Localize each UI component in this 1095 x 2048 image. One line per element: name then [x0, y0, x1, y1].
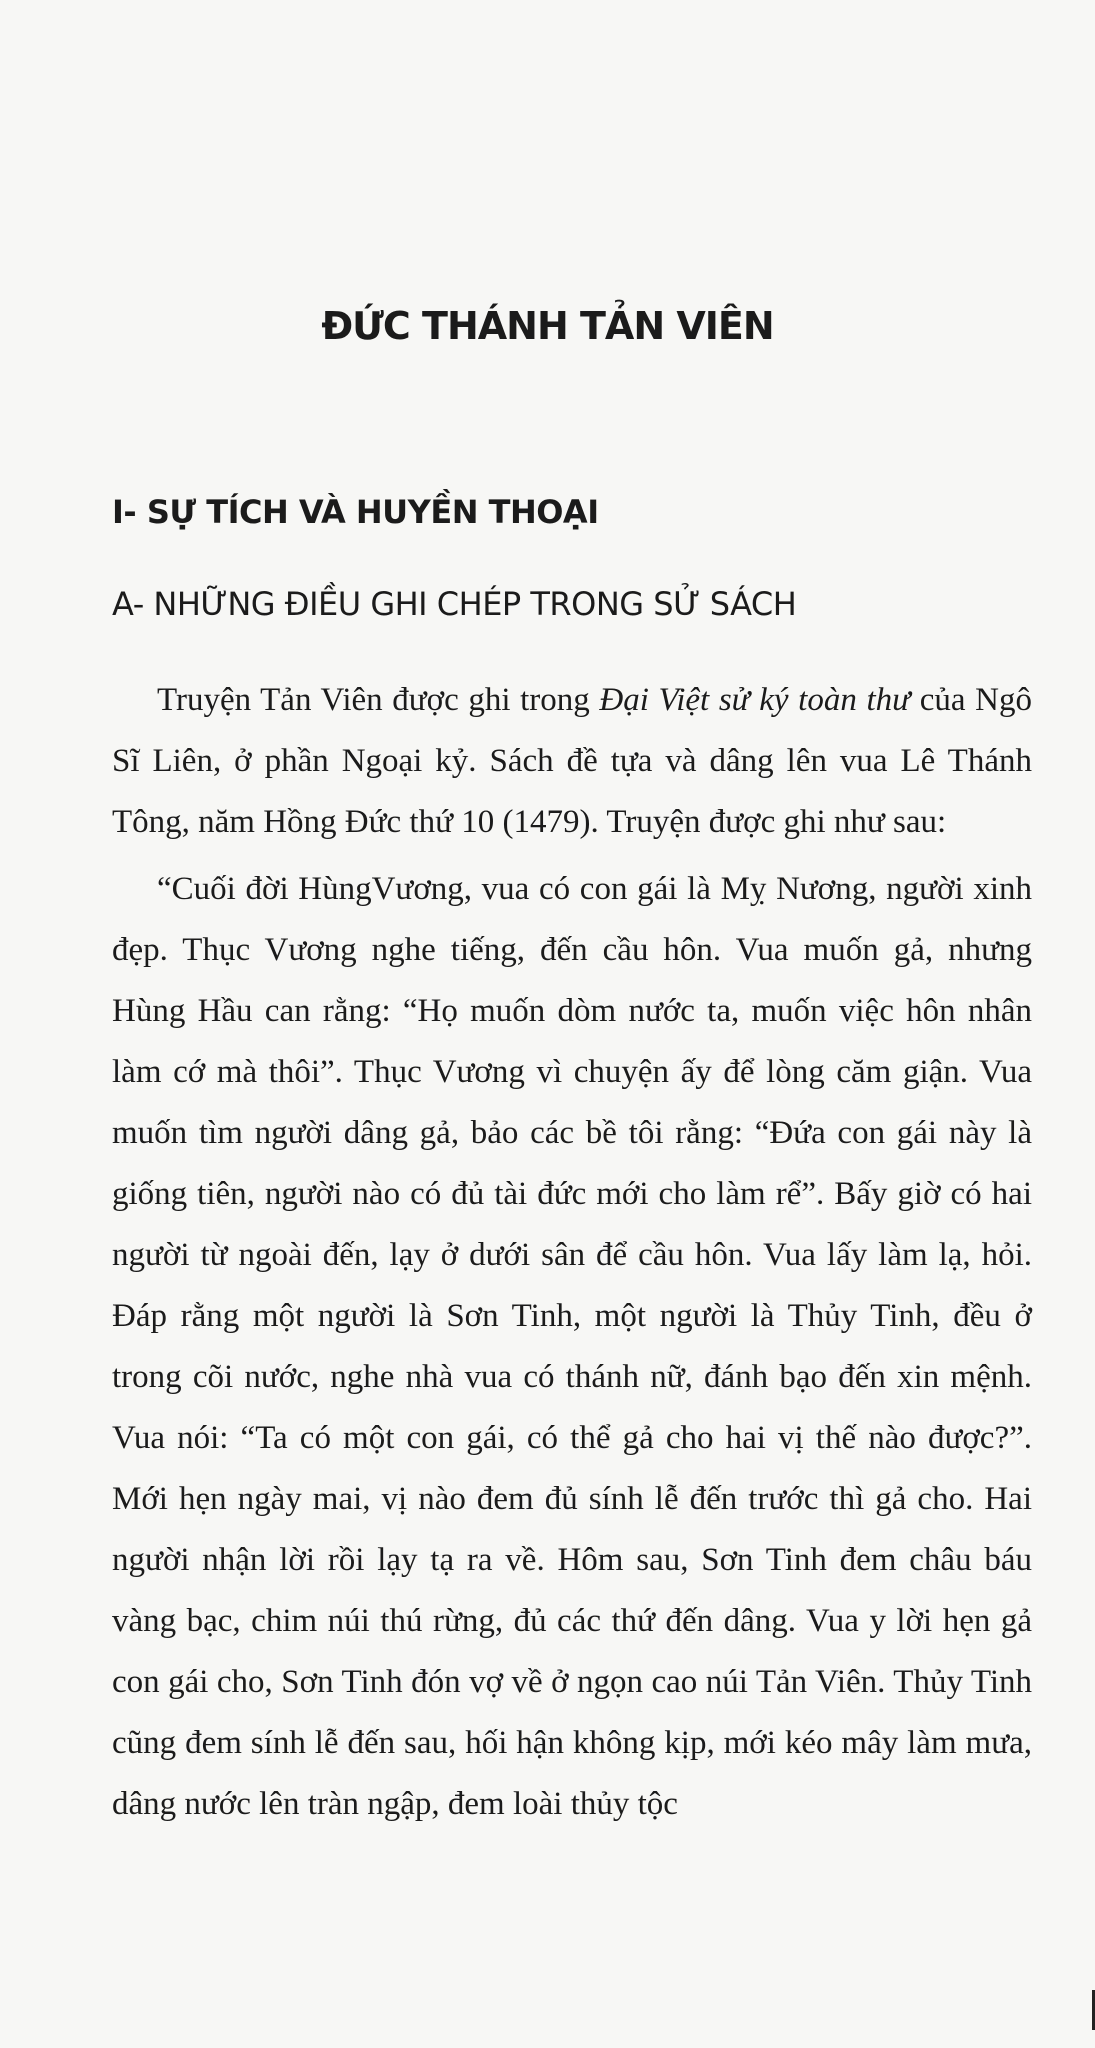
chapter-title: ĐỨC THÁNH TẢN VIÊN	[321, 304, 774, 348]
paragraph-1-text-start: Truyện Tản Viên được ghi trong	[157, 682, 600, 718]
paragraph-2: “Cuối đời HùngVương, vua có con gái là Mỵ Nương, người xinh đẹp. Thục Vương nghe tiếng, đến cầu hôn. Vua muốn gả, nhưng Hùng Hầu can rằng: “Họ muốn dòm nước ta, muốn việc hôn nhân làm cớ mà thôi”. Thục Vương vì chuyện ấy để lòng căm giận. Vua muốn tìm người dâng gả, bảo các bề tôi rằng: “Đứa con gái này là giống tiên, người nào có đủ tài đức mới cho làm rể”. Bấy giờ có hai người từ ngoài đến, lạy ở dưới sân để cầu hôn. Vua lấy làm lạ, hỏi. Đáp rằng một người là Sơn Tinh, một người là Thủy Tinh, đều ở trong cõi nước, nghe nhà vua có thánh nữ, đánh bạo đến xin mệnh. Vua nói: “Ta có một con gái, có thể gả cho hai vị thế nào được?”. Mới hẹn ngày mai, vị nào đem đủ sính lễ đến trước thì gả cho. Hai người nhận lời rồi lạy tạ ra về. Hôm sau, Sơn Tinh đem châu báu vàng bạc, chim núi thú rừng, đủ các thứ đến dâng. Vua y lời hẹn gả con gái cho, Sơn Tinh đón vợ về ở ngọn cao núi Tản Viên. Thủy Tinh cũng đem sính lễ đến sau, hối hận không kịp, mới kéo mây làm mưa, dâng nước lên tràn ngập, đem loài thủy tộc	[112, 871, 1032, 1822]
subsection-heading: A- NHỮNG ĐIỀU GHI CHÉP TRONG SỬ SÁCH	[112, 585, 797, 623]
book-title-italic: Đại Việt sử ký toàn thư	[599, 682, 911, 718]
paragraph-1	[112, 670, 1032, 853]
paragraph-1-text-end: của Ngô Sĩ Liên, ở phần Ngoại kỷ. Sách đề tựa và dâng lên vua Lê Thánh Tông, năm Hồng Đức thứ 10 (1479). Truyện được ghi như sau:	[112, 682, 1032, 840]
section-heading: I- SỰ TÍCH VÀ HUYỀN THOẠI	[112, 493, 599, 531]
body-text	[112, 670, 1032, 1841]
